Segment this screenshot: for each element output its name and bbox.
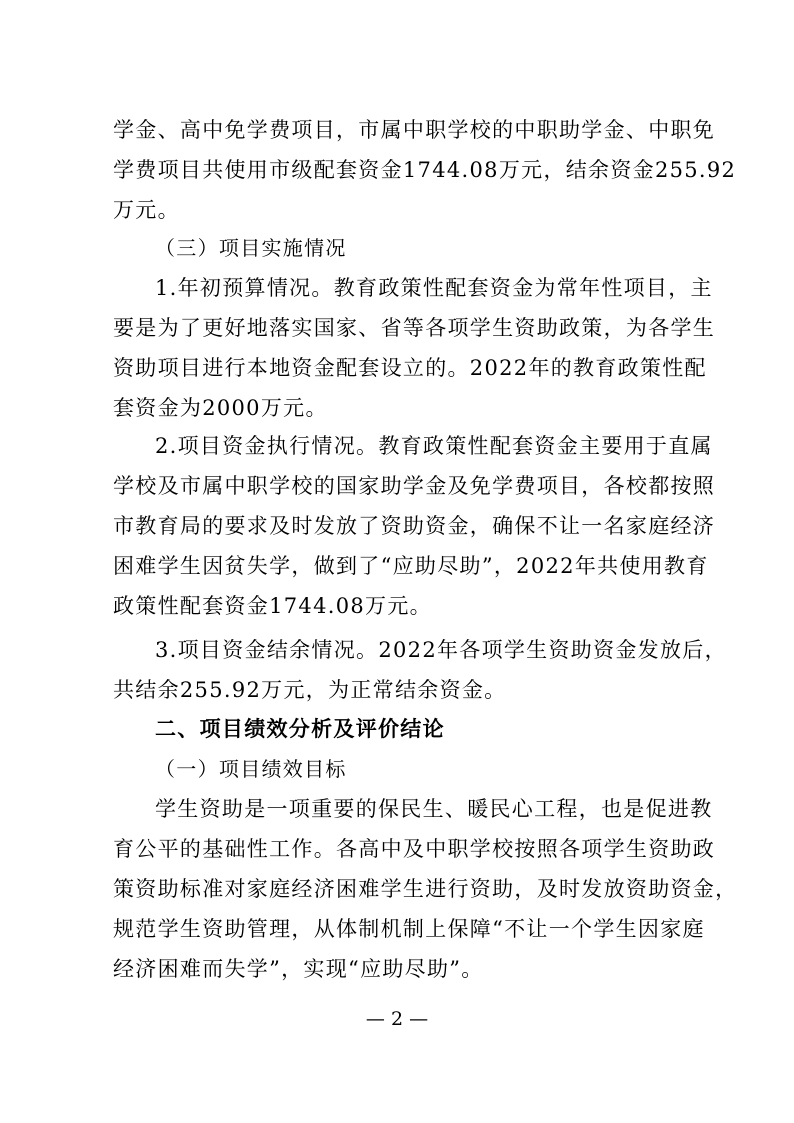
- section-heading: 二、项目绩效分析及评价结论: [155, 717, 445, 741]
- paragraph-line: 套资金为2000万元。: [113, 396, 328, 420]
- page-number: — 2 —: [365, 1008, 429, 1030]
- paragraph-line: 经济困难而失学”，实现“应助尽助”。: [113, 957, 484, 981]
- paragraph-line: 万元。: [113, 198, 180, 222]
- paragraph-line: 政策性配套资金1744.08万元。: [113, 594, 432, 618]
- section-subheading: （一）项目绩效目标: [155, 757, 347, 781]
- paragraph-line: 2.项目资金执行情况。教育政策性配套资金主要用于直属: [155, 434, 713, 458]
- paragraph-line: 策资助标准对家庭经济困难学生进行资助，及时发放资助资金，: [113, 877, 738, 901]
- paragraph-line: 要是为了更好地落实国家、省等各项学生资助政策，为各学生: [113, 316, 716, 340]
- paragraph-line: 规范学生资助管理，从体制机制上保障“不让一个学生因家庭: [113, 917, 705, 941]
- paragraph-line: 3.项目资金结余情况。2022年各项学生资助资金发放后，: [155, 638, 727, 662]
- paragraph-line: 学校及市属中职学校的国家助学金及免学费项目，各校都按照: [113, 474, 716, 498]
- paragraph-line: 1.年初预算情况。教育政策性配套资金为常年性项目，主: [155, 276, 713, 300]
- paragraph-line: 学金、高中免学费项目，市属中职学校的中职助学金、中职免: [113, 118, 716, 142]
- paragraph-line: 育公平的基础性工作。各高中及中职学校按照各项学生资助政: [113, 837, 716, 861]
- paragraph-line: 市教育局的要求及时发放了资助资金，确保不让一名家庭经济: [113, 514, 716, 538]
- paragraph-line: 资助项目进行本地资金配套设立的。2022年的教育政策性配: [113, 356, 707, 380]
- paragraph-line: 困难学生因贫失学，做到了“应助尽助”，2022年共使用教育: [113, 554, 709, 578]
- paragraph-line: 共结余255.92万元，为正常结余资金。: [113, 678, 507, 702]
- paragraph-line: 学生资助是一项重要的保民生、暖民心工程，也是促进教: [155, 797, 713, 821]
- section-subheading: （三）项目实施情况: [155, 236, 347, 260]
- paragraph-line: 学费项目共使用市级配套资金1744.08万元，结余资金255.92: [113, 158, 737, 182]
